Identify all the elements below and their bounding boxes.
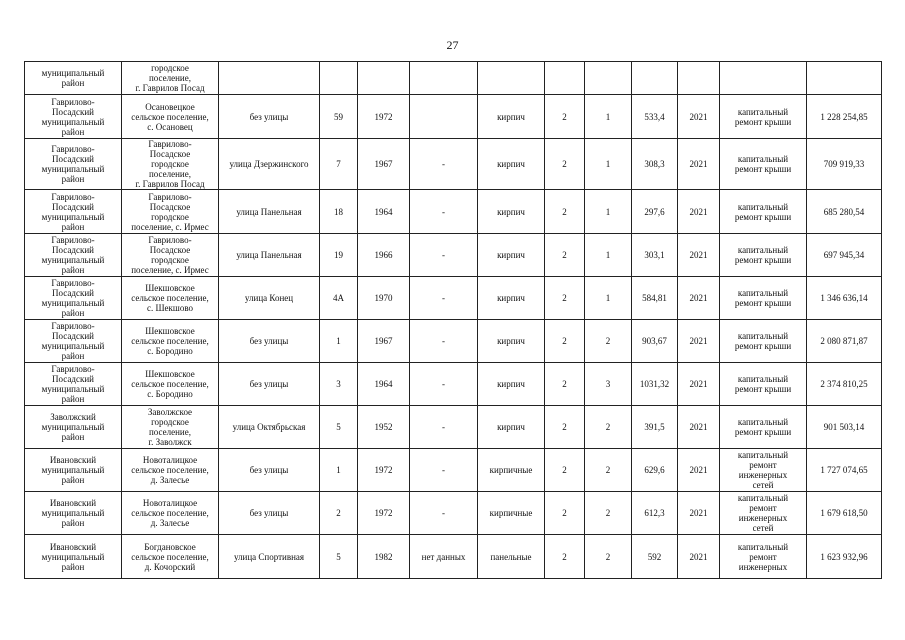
table-cell: 2	[585, 406, 632, 449]
table-cell: улица Дзержинского	[219, 139, 320, 190]
table-cell: без улицы	[219, 363, 320, 406]
table-row	[25, 139, 882, 190]
table-cell: 1967	[358, 139, 410, 190]
table-cell: 2	[545, 320, 585, 363]
table-cell: 2	[545, 535, 585, 579]
table-cell: Гаврилово- Посадский муниципальный район	[25, 190, 122, 234]
table-cell: 2021	[678, 139, 720, 190]
table-cell: 1964	[358, 363, 410, 406]
table-cell: 1966	[358, 234, 410, 277]
table-cell: 1 623 932,96	[807, 535, 882, 579]
table-cell: Шекшовское сельское поселение, с. Шекшово	[122, 277, 219, 320]
table-cell: улица Спортивная	[219, 535, 320, 579]
table-cell: 2	[585, 449, 632, 492]
table-cell: кирпичные	[478, 449, 545, 492]
table-cell: 297,6	[632, 190, 678, 234]
table-cell: Богдановское сельское поселение, д. Кочорский	[122, 535, 219, 579]
table-cell: 1 228 254,85	[807, 95, 882, 139]
table-cell: кирпич	[478, 95, 545, 139]
table-cell: капитальный ремонт крыши	[720, 234, 807, 277]
table-cell: Гаврилово- Посадское городское поселение, с. Ирмес	[122, 234, 219, 277]
table-cell: 1 679 618,50	[807, 492, 882, 535]
table-row	[25, 492, 882, 535]
table-cell: 584,81	[632, 277, 678, 320]
table-cell	[632, 62, 678, 95]
table-cell	[585, 62, 632, 95]
table-cell: 612,3	[632, 492, 678, 535]
table-cell	[678, 62, 720, 95]
table-cell: -	[410, 449, 478, 492]
table-cell: капитальный ремонт крыши	[720, 363, 807, 406]
table-cell: 2021	[678, 190, 720, 234]
table-cell: капитальный ремонт инженерных сетей	[720, 449, 807, 492]
table-cell: капитальный ремонт крыши	[720, 95, 807, 139]
table-cell: Осановецкое сельское поселение, с. Осановец	[122, 95, 219, 139]
table-cell: капитальный ремонт инженерных сетей	[720, 492, 807, 535]
table-row	[25, 449, 882, 492]
table-cell: 533,4	[632, 95, 678, 139]
table-cell	[545, 62, 585, 95]
table-cell: Гаврилово- Посадский муниципальный район	[25, 234, 122, 277]
table-cell: 1982	[358, 535, 410, 579]
table-cell: -	[410, 406, 478, 449]
table-cell: -	[410, 234, 478, 277]
table-cell: 1	[585, 139, 632, 190]
table-cell: кирпич	[478, 363, 545, 406]
table-cell: кирпич	[478, 139, 545, 190]
table-cell: улица Панельная	[219, 190, 320, 234]
table-cell: 5	[320, 535, 358, 579]
table-cell: кирпич	[478, 234, 545, 277]
table-cell: 2	[545, 492, 585, 535]
table-cell	[478, 62, 545, 95]
table-cell	[219, 62, 320, 95]
table-cell: капитальный ремонт инженерных	[720, 535, 807, 579]
table-cell: Заволжский муниципальный район	[25, 406, 122, 449]
table-cell: 1967	[358, 320, 410, 363]
table-cell: 2021	[678, 363, 720, 406]
table-cell: муниципальный район	[25, 62, 122, 95]
table-cell: 2	[585, 535, 632, 579]
table-cell: кирпич	[478, 277, 545, 320]
table-cell: 59	[320, 95, 358, 139]
table-cell: 1	[320, 320, 358, 363]
table-cell: 697 945,34	[807, 234, 882, 277]
table-cell: 19	[320, 234, 358, 277]
table-row	[25, 234, 882, 277]
table-cell: 2	[545, 363, 585, 406]
table-cell: -	[410, 277, 478, 320]
table-cell: 391,5	[632, 406, 678, 449]
table-cell: капитальный ремонт крыши	[720, 406, 807, 449]
table-cell	[358, 62, 410, 95]
table-cell: панельные	[478, 535, 545, 579]
table-cell: 1	[585, 190, 632, 234]
table-cell: 1	[585, 95, 632, 139]
table-cell: 1972	[358, 449, 410, 492]
table-cell: без улицы	[219, 449, 320, 492]
table-cell: 3	[585, 363, 632, 406]
table-cell: 2021	[678, 320, 720, 363]
table-cell: Гаврилово- Посадский муниципальный район	[25, 277, 122, 320]
table-row	[25, 62, 882, 95]
table-row	[25, 363, 882, 406]
table-cell: 2021	[678, 234, 720, 277]
table-cell: 1 727 074,65	[807, 449, 882, 492]
table-cell: нет данных	[410, 535, 478, 579]
table-cell: 2	[545, 406, 585, 449]
table-cell: Гаврилово- Посадский муниципальный район	[25, 363, 122, 406]
table-cell: 2	[545, 190, 585, 234]
table-cell: -	[410, 190, 478, 234]
table-cell: 1031,32	[632, 363, 678, 406]
table-cell: 2	[585, 492, 632, 535]
table-cell: кирпич	[478, 190, 545, 234]
table-cell: -	[410, 320, 478, 363]
table-row	[25, 95, 882, 139]
table-cell	[410, 62, 478, 95]
table-cell: 2	[545, 277, 585, 320]
table-cell: 2	[545, 139, 585, 190]
table-row	[25, 277, 882, 320]
table-cell: Гаврилово- Посадский муниципальный район	[25, 320, 122, 363]
table-cell: Гаврилово- Посадский муниципальный район	[25, 139, 122, 190]
table-cell: 308,3	[632, 139, 678, 190]
table-cell: Заволжское городское поселение, г. Заволжск	[122, 406, 219, 449]
table-cell: 901 503,14	[807, 406, 882, 449]
table-cell: 1	[320, 449, 358, 492]
table-cell: Гаврилово- Посадский муниципальный район	[25, 95, 122, 139]
table-cell: улица Панельная	[219, 234, 320, 277]
table-cell: Гаврилово- Посадское городское поселение, г. Гаврилов Посад	[122, 139, 219, 190]
table-cell: 2021	[678, 492, 720, 535]
table-cell: 303,1	[632, 234, 678, 277]
table-cell: без улицы	[219, 492, 320, 535]
housing-repair-table	[24, 61, 882, 579]
table-cell: кирпичные	[478, 492, 545, 535]
table-cell: 592	[632, 535, 678, 579]
table-row	[25, 406, 882, 449]
table-cell: Шекшовское сельское поселение, с. Бородино	[122, 363, 219, 406]
table-cell: 2021	[678, 406, 720, 449]
table-cell: капитальный ремонт крыши	[720, 190, 807, 234]
table-cell: 709 919,33	[807, 139, 882, 190]
table-cell: 2021	[678, 449, 720, 492]
table-cell: 629,6	[632, 449, 678, 492]
table-cell: -	[410, 492, 478, 535]
table-cell: 1 346 636,14	[807, 277, 882, 320]
table-cell: 2	[320, 492, 358, 535]
table-cell: Ивановский муниципальный район	[25, 492, 122, 535]
table-cell: кирпич	[478, 406, 545, 449]
table-cell: капитальный ремонт крыши	[720, 277, 807, 320]
table-cell: 2021	[678, 95, 720, 139]
table-cell: Шекшовское сельское поселение, с. Бородино	[122, 320, 219, 363]
table-cell: 2	[545, 95, 585, 139]
table-cell: кирпич	[478, 320, 545, 363]
table-cell: 2021	[678, 535, 720, 579]
table-cell: Ивановский муниципальный район	[25, 535, 122, 579]
table-cell: 5	[320, 406, 358, 449]
table-cell: городское поселение, г. Гаврилов Посад	[122, 62, 219, 95]
table-cell: капитальный ремонт крыши	[720, 320, 807, 363]
table-cell: 3	[320, 363, 358, 406]
table-cell	[410, 95, 478, 139]
table-cell: 2	[545, 449, 585, 492]
table-cell: улица Октябрьская	[219, 406, 320, 449]
table-cell: без улицы	[219, 95, 320, 139]
table-cell: -	[410, 363, 478, 406]
table-cell: капитальный ремонт крыши	[720, 139, 807, 190]
table-cell: 4А	[320, 277, 358, 320]
table-cell: 1	[585, 234, 632, 277]
table-cell: 1972	[358, 95, 410, 139]
table-row	[25, 190, 882, 234]
page-number: 27	[446, 38, 459, 52]
table-cell: Ивановский муниципальный район	[25, 449, 122, 492]
table-cell: 2	[585, 320, 632, 363]
table-cell: без улицы	[219, 320, 320, 363]
table-cell	[720, 62, 807, 95]
table-cell: 2	[545, 234, 585, 277]
table-cell: 2 080 871,87	[807, 320, 882, 363]
table-cell: 7	[320, 139, 358, 190]
table-row	[25, 535, 882, 579]
table-row	[25, 320, 882, 363]
table-cell: Новоталицкое сельское поселение, д. Залесье	[122, 492, 219, 535]
table-cell: 1	[585, 277, 632, 320]
table-cell: 1952	[358, 406, 410, 449]
table-cell	[320, 62, 358, 95]
table-cell	[807, 62, 882, 95]
table-cell: улица Конец	[219, 277, 320, 320]
table-cell: 685 280,54	[807, 190, 882, 234]
table-cell: 2 374 810,25	[807, 363, 882, 406]
table-cell: 2021	[678, 277, 720, 320]
table-cell: 18	[320, 190, 358, 234]
table-cell: 1964	[358, 190, 410, 234]
table-cell: Гаврилово- Посадское городское поселение, с. Ирмес	[122, 190, 219, 234]
table-cell: 1970	[358, 277, 410, 320]
table-cell: 1972	[358, 492, 410, 535]
table-cell: Новоталицкое сельское поселение, д. Залесье	[122, 449, 219, 492]
table-cell: 903,67	[632, 320, 678, 363]
table-cell: -	[410, 139, 478, 190]
